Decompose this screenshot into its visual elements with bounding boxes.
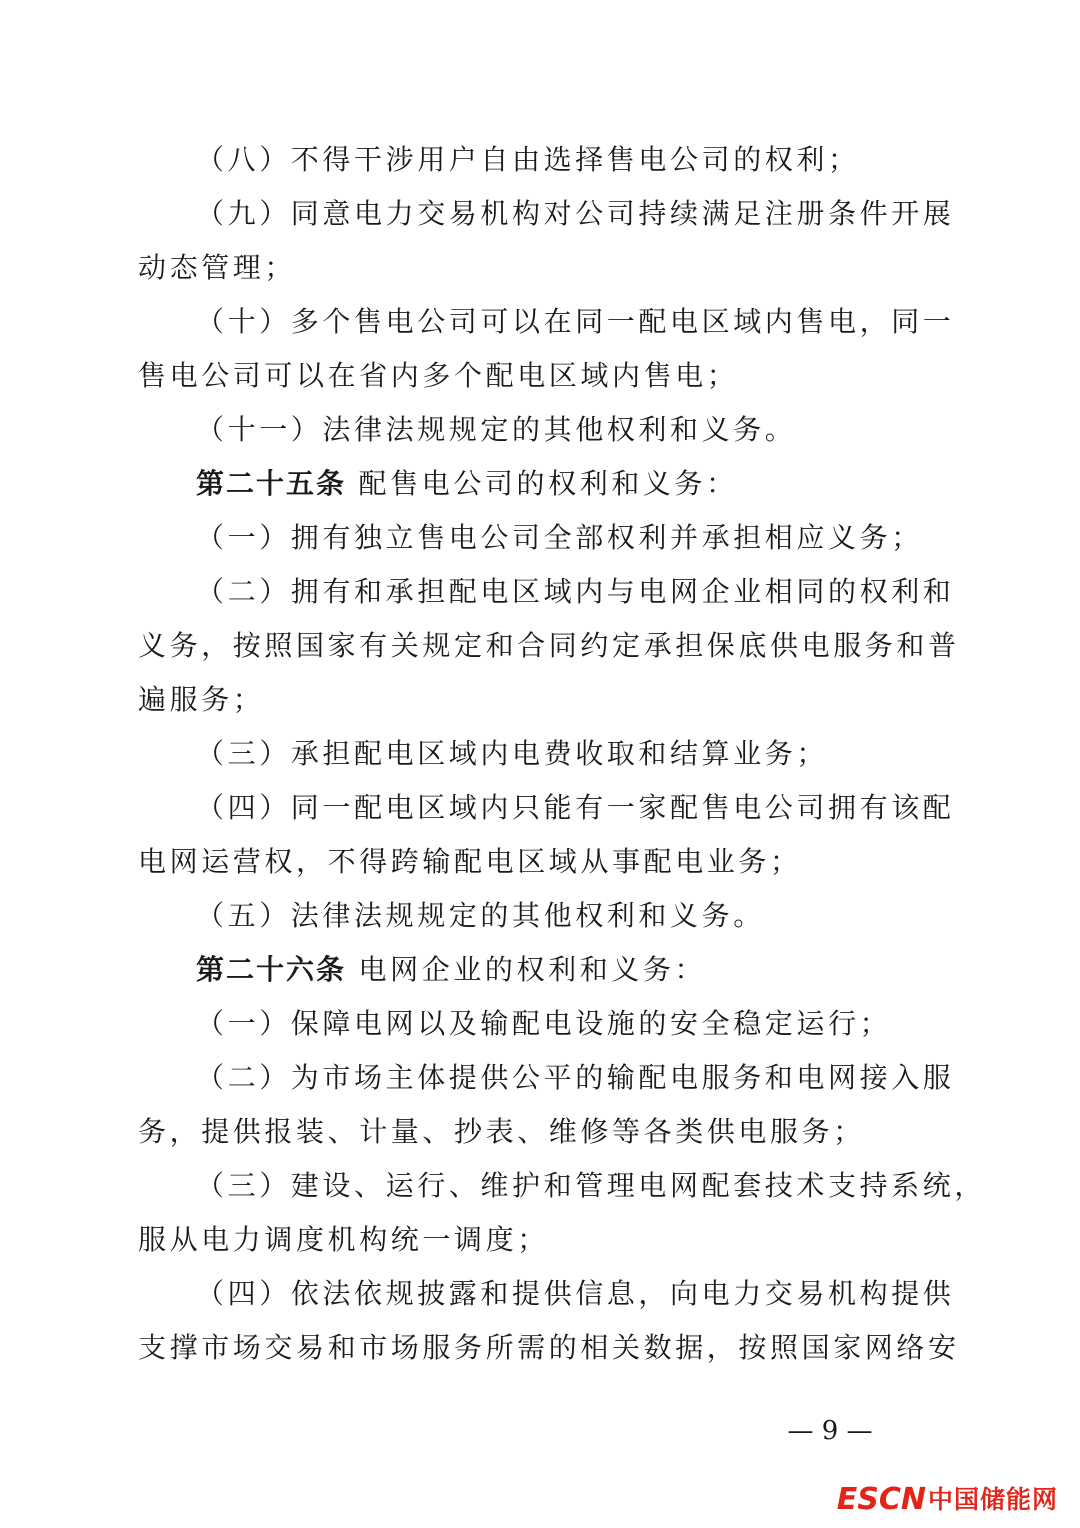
paragraph-line: 服从电力调度机构统一调度； [138, 1223, 549, 1256]
paragraph-line: （三）承担配电区域内电费收取和结算业务； [196, 737, 829, 770]
watermark-chinese: 中国储能网 [927, 1485, 1058, 1514]
paragraph-line: 支撑市场交易和市场服务所需的相关数据，按照国家网络安 [138, 1331, 960, 1364]
paragraph-line: （四）同一配电区域内只能有一家配售电公司拥有该配 [196, 791, 955, 824]
paragraph-line: 动态管理； [138, 251, 297, 284]
paragraph-line: 遍服务； [138, 683, 265, 716]
paragraph-line: （九）同意电力交易机构对公司持续满足注册条件开展 [196, 197, 955, 230]
paragraph-line: 义务，按照国家有关规定和合同约定承担保底供电服务和普 [138, 629, 960, 662]
paragraph-line: （一）拥有独立售电公司全部权利并承担相应义务； [196, 521, 923, 554]
paragraph-line: 售电公司可以在省内多个配电区域内售电； [138, 359, 739, 392]
paragraph-line: （十一）法律法规规定的其他权利和义务。 [196, 413, 797, 446]
paragraph-line: （五）法律法规规定的其他权利和义务。 [196, 899, 765, 932]
paragraph-line: （四）依法依规披露和提供信息，向电力交易机构提供 [196, 1277, 955, 1310]
article-text: 配售电公司的权利和义务： [358, 467, 738, 500]
article-number: 第二十六条 [196, 953, 347, 986]
escn-watermark-logo [837, 1480, 1058, 1520]
article-number: 第二十五条 [196, 467, 347, 500]
article-heading-line [196, 464, 948, 504]
article-heading-line [196, 950, 948, 990]
watermark-latin: ESCN [836, 1482, 926, 1517]
paragraph-line: （八）不得干涉用户自由选择售电公司的权利； [196, 143, 860, 176]
paragraph-line: （十）多个售电公司可以在同一配电区域内售电，同一 [196, 305, 955, 338]
paragraph-line: （三）建设、运行、维护和管理电网配套技术支持系统， [196, 1169, 987, 1202]
paragraph-line: 电网运营权，不得跨输配电区域从事配电业务； [138, 845, 802, 878]
paragraph-line: （二）拥有和承担配电区域内与电网企业相同的权利和 [196, 575, 955, 608]
paragraph-line: （一）保障电网以及输配电设施的安全稳定运行； [196, 1007, 892, 1040]
paragraph-line: 务，提供报装、计量、抄表、维修等各类供电服务； [138, 1115, 865, 1148]
article-text: 电网企业的权利和义务： [358, 953, 707, 986]
paragraph-line: （二）为市场主体提供公平的输配电服务和电网接入服 [196, 1061, 955, 1094]
page-number: — 9 — [787, 1416, 873, 1446]
